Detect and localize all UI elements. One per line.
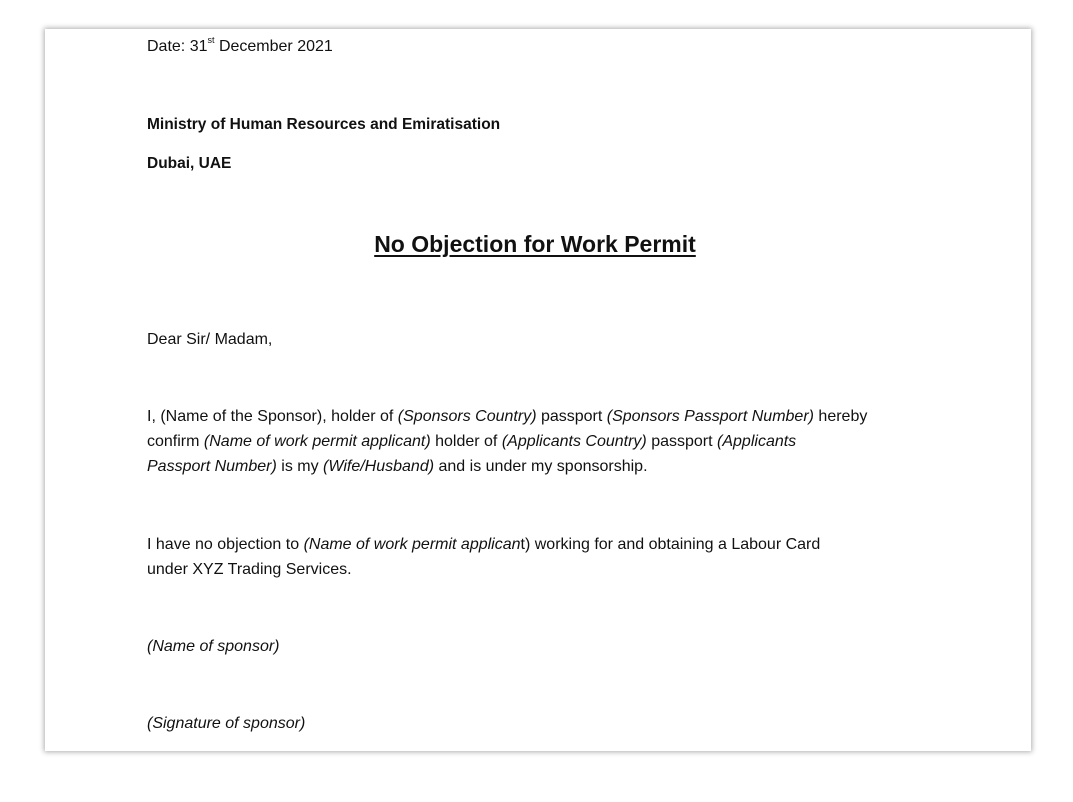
text-span: confirm	[147, 433, 204, 450]
placeholder-span: (Wife/Husband)	[323, 458, 435, 475]
text-span: holder of	[430, 433, 502, 450]
text-span: under XYZ Trading Services.	[147, 561, 352, 578]
placeholder-span: (Sponsors Passport Number)	[606, 408, 814, 425]
text-span: t) working for and obtaining a Labour Card	[520, 536, 821, 553]
paragraph-declaration	[147, 404, 937, 479]
paragraph-line	[147, 454, 937, 479]
placeholder-span: (Sponsors Country)	[397, 408, 537, 425]
text-span: and is under my sponsorship.	[434, 458, 648, 475]
text-span: I have no objection to	[147, 536, 304, 553]
placeholder-span: (Name of work permit applican	[303, 536, 521, 553]
letter-page	[45, 29, 1031, 751]
placeholder-span: (Name of work permit applicant)	[203, 433, 431, 450]
salutation: Dear Sir/ Madam,	[147, 331, 273, 348]
sponsor-signature-placeholder: (Signature of sponsor)	[147, 715, 306, 732]
letter-title-text: No Objection for Work Permit	[374, 231, 696, 257]
text-span: passport	[536, 408, 607, 425]
addressee-ministry: Ministry of Human Resources and Emiratisation	[147, 116, 501, 133]
letter-title	[45, 228, 1025, 260]
date-label: Date: 31	[147, 38, 208, 55]
text-span: passport	[646, 433, 718, 450]
date-rest: December 2021	[214, 38, 333, 55]
placeholder-span: Passport Number)	[147, 458, 277, 475]
text-span: hereby	[813, 408, 868, 425]
date-ordinal-suffix: st	[207, 34, 215, 45]
text-span: is my	[276, 458, 324, 475]
paragraph-line	[147, 429, 937, 454]
placeholder-span: (Applicants	[717, 433, 797, 450]
text-span: I, (Name of the Sponsor), holder of	[147, 408, 398, 425]
addressee-city: Dubai, UAE	[147, 155, 232, 172]
paragraph-line	[147, 557, 937, 582]
paragraph-line	[147, 404, 937, 429]
paragraph-no-objection	[147, 532, 937, 582]
paragraph-line	[147, 532, 937, 557]
letter-date	[147, 34, 333, 59]
sponsor-name-placeholder: (Name of sponsor)	[147, 638, 280, 655]
placeholder-span: (Applicants Country)	[501, 433, 647, 450]
